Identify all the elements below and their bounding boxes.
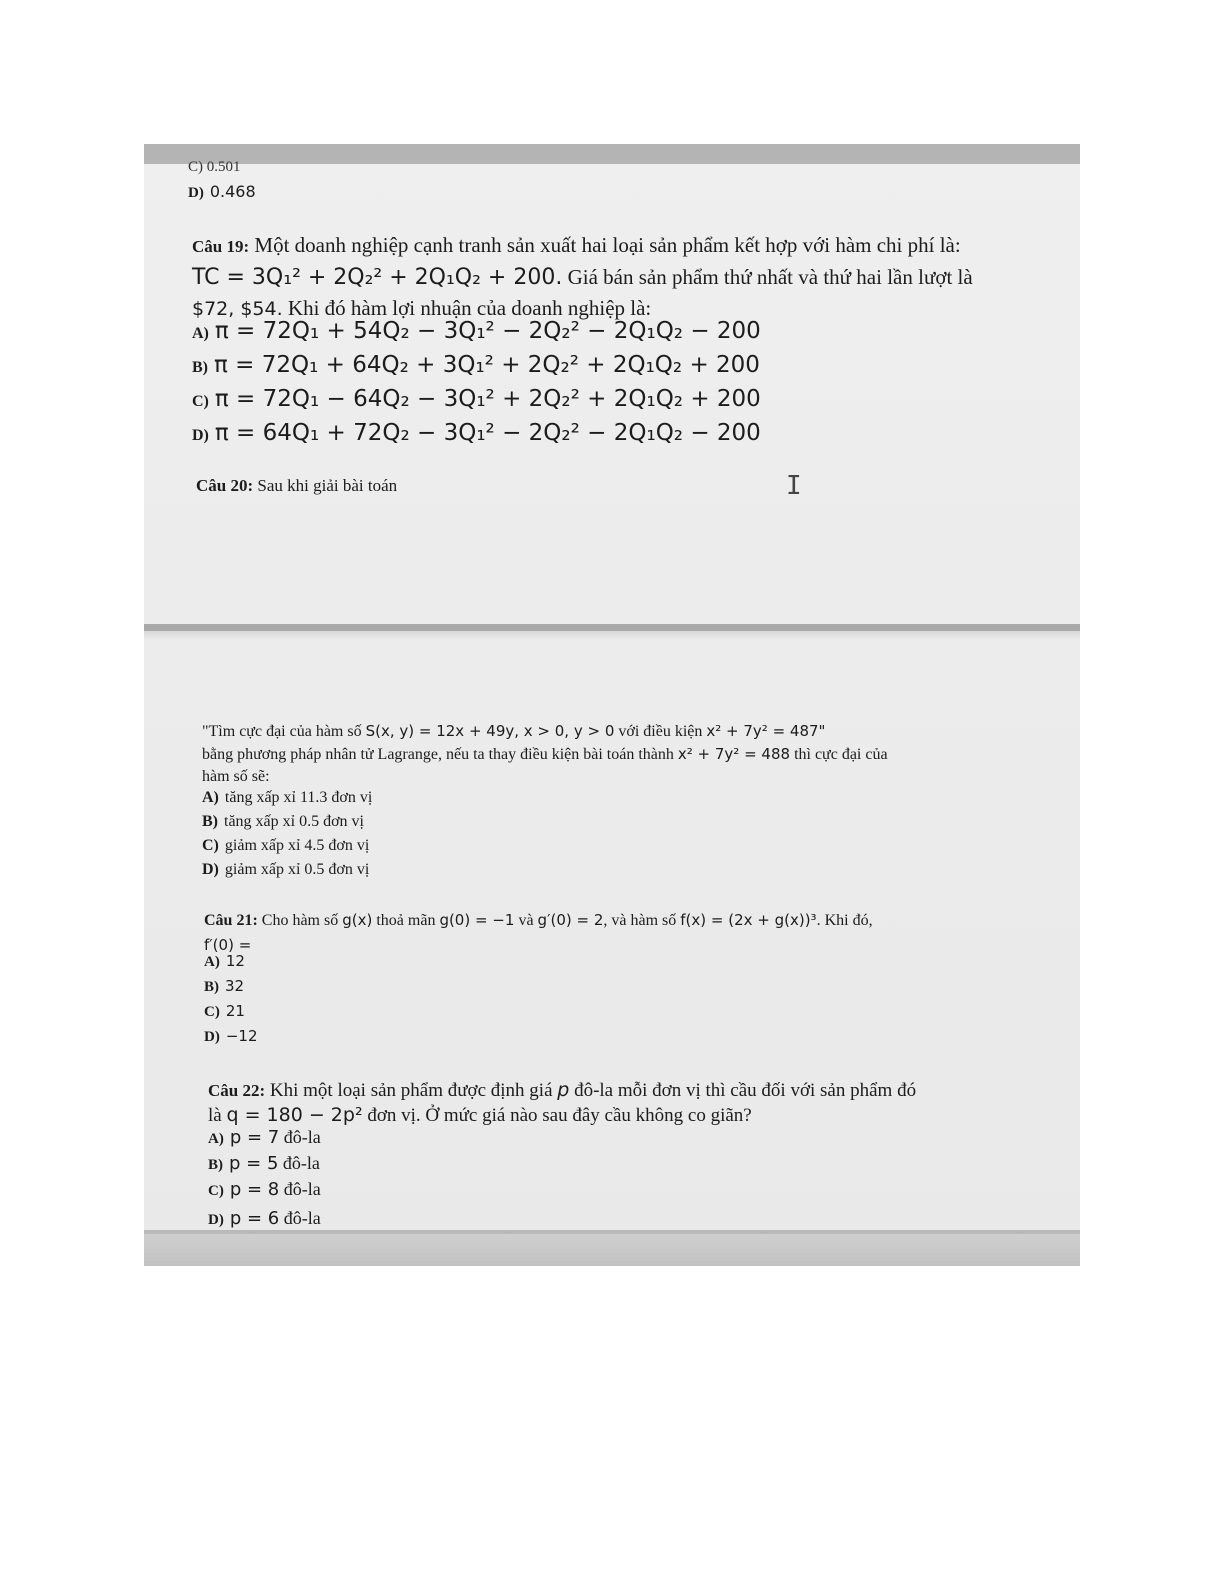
page-divider bbox=[144, 624, 1080, 631]
question-21-stem: Câu 21: Cho hàm số g(x) thoả mãn g(0) = −1 và g′(0) = 2, và hàm số f(x) = (2x + g(x))³. Khi đó, f′(0) = bbox=[204, 911, 873, 954]
exam-photo bbox=[144, 144, 1080, 1266]
q20-option-a[interactable]: A) tăng xấp xỉ 11.3 đơn vị bbox=[202, 789, 373, 806]
question-20-title: Câu 20: Sau khi giải bài toán bbox=[196, 476, 398, 495]
q19-option-b[interactable]: B) π = 72Q₁ + 64Q₂ + 3Q₁² + 2Q₂² + 2Q₁Q₂ + 200 bbox=[192, 352, 760, 378]
question-22-stem: Câu 22: Khi một loại sản phẩm được định giá p đô-la mỗi đơn vị thì cầu đối với sản phẩm đó là q = 180 − 2p² đơn vị. Ở mức giá nào sau đây cầu không co giãn? bbox=[208, 1079, 917, 1126]
q19-option-d[interactable]: D) π = 64Q₁ + 72Q₂ − 3Q₁² − 2Q₂² − 2Q₁Q₂ − 200 bbox=[192, 420, 761, 446]
q21-option-d[interactable]: D) −12 bbox=[204, 1027, 258, 1045]
q20-option-d[interactable]: D) giảm xấp xỉ 0.5 đơn vị bbox=[202, 861, 370, 878]
screen-top-bar bbox=[144, 144, 1080, 164]
cut-off-option: C) 0.501 bbox=[188, 159, 241, 175]
q19-option-a[interactable]: A) π = 72Q₁ + 54Q₂ − 3Q₁² − 2Q₂² − 2Q₁Q₂ − 200 bbox=[192, 318, 761, 344]
question-19-stem: Câu 19: Một doanh nghiệp cạnh tranh sản xuất hai loại sản phẩm kết hợp với hàm chi phí là: TC = 3Q₁² + 2Q₂² + 2Q₁Q₂ + 200. Giá bán sản phẩm thứ nhất và thứ hai lần lượt là $72, $54. Khi đó hàm lợi nhuận của doanh nghiệp là: bbox=[192, 233, 973, 320]
page-divider-shadow bbox=[144, 631, 1080, 641]
q20-option-c[interactable]: C) giảm xấp xỉ 4.5 đơn vị bbox=[202, 837, 370, 854]
q22-option-b[interactable]: B) p = 5 đô-la bbox=[208, 1153, 320, 1174]
q21-option-b[interactable]: B) 32 bbox=[204, 977, 245, 995]
lagrange-stem: "Tìm cực đại của hàm số S(x, y) = 12x + 49y, x > 0, y > 0 với điều kiện x² + 7y² = 487" bằng phương pháp nhân tử Lagrange, nếu ta thay điều kiện bài toán thành x² + 7y² = 488 thì cực đại của hàm số sẽ: bbox=[202, 722, 888, 785]
prev-option-d: D) 0.468 bbox=[188, 182, 256, 201]
q22-option-c[interactable]: C) p = 8 đô-la bbox=[208, 1179, 321, 1200]
q20-option-b[interactable]: B) tăng xấp xỉ 0.5 đơn vị bbox=[202, 813, 364, 830]
q19-option-c[interactable]: C) π = 72Q₁ − 64Q₂ − 3Q₁² + 2Q₂² + 2Q₁Q₂ + 200 bbox=[192, 386, 761, 412]
q22-option-d[interactable]: D) p = 6 đô-la bbox=[208, 1208, 321, 1229]
q21-option-c[interactable]: C) 21 bbox=[204, 1002, 245, 1020]
q21-option-a[interactable]: A) 12 bbox=[204, 952, 245, 970]
text-cursor-icon: I bbox=[786, 471, 802, 501]
screen-bottom-bar bbox=[144, 1234, 1080, 1266]
q22-option-a[interactable]: A) p = 7 đô-la bbox=[208, 1127, 321, 1148]
